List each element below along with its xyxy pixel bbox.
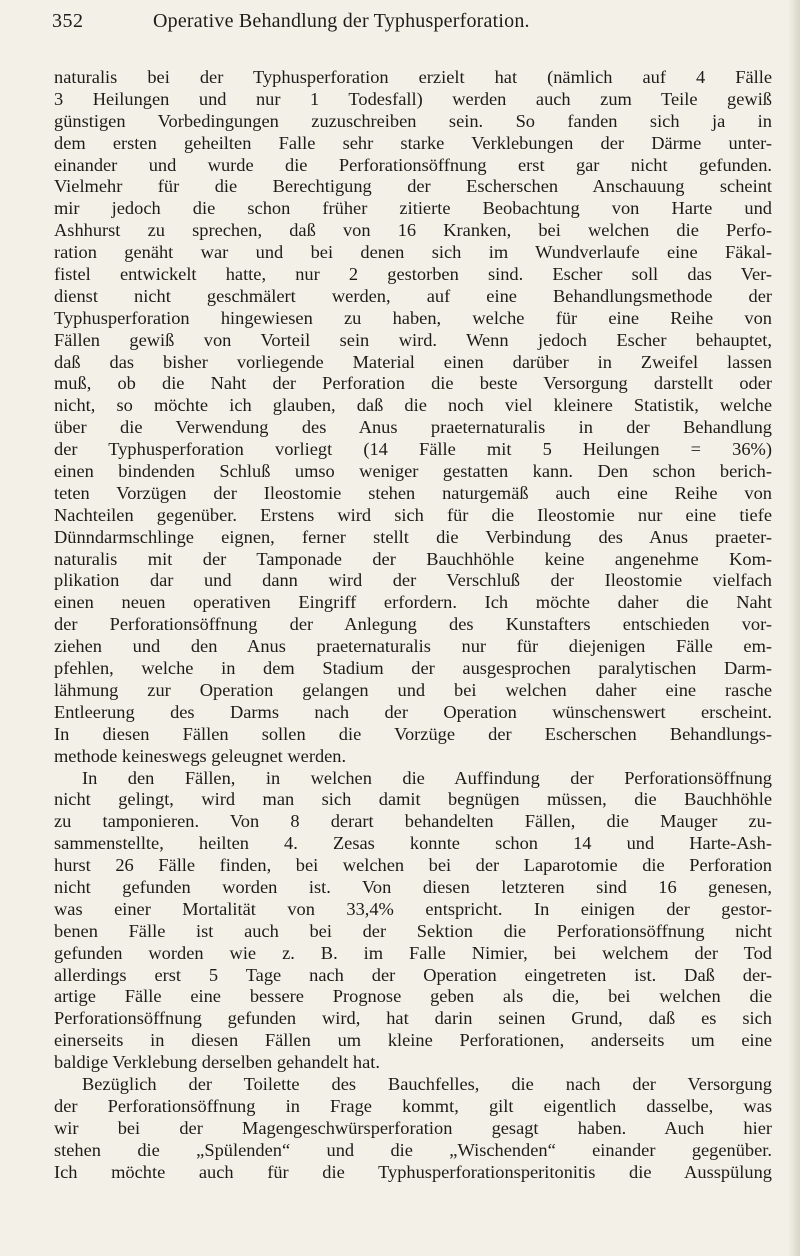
text-line: über die Verwendung des Anus praeternaturalis in der Behandlung xyxy=(54,417,772,438)
text-line: was einer Mortalität von 33,4% entspricht. In einigen der gestor- xyxy=(54,898,772,919)
text-line: nicht gelingt, wird man sich damit begnügen müssen, die Bauchhöhle xyxy=(54,789,772,810)
text-line: In diesen Fällen sollen die Vorzüge der Escherschen Behandlungs- xyxy=(54,723,772,744)
paragraph-end-line: methode keineswegs geleugnet werden. xyxy=(54,745,347,766)
text-line: allerdings erst 5 Tage nach der Operation eingetreten ist. Daß der- xyxy=(54,964,772,985)
text-line: fistel entwickelt hatte, nur 2 gestorben sind. Escher soll das Ver- xyxy=(54,264,772,285)
text-line: Typhusperforation hingewiesen zu haben, welche für eine Reihe von xyxy=(54,307,772,328)
text-line: 3 Heilungen und nur 1 Todesfall) werden auch zum Teile gewiß xyxy=(54,88,772,109)
text-line: einen bindenden Schluß umso weniger gestatten kann. Den schon berich- xyxy=(54,461,772,482)
text-line: Perforationsöffnung gefunden wird, hat darin seinen Grund, daß es sich xyxy=(54,1008,772,1029)
paragraph-start-line: Bezüglich der Toilette des Bauchfelles, die nach der Versorgung xyxy=(82,1073,772,1094)
text-line: naturalis mit der Tamponade der Bauchhöhle keine angenehme Kom- xyxy=(54,548,772,569)
text-line: wir bei der Magengeschwürsperforation gesagt haben. Auch hier xyxy=(54,1117,772,1138)
body-text xyxy=(54,67,772,1183)
text-line: günstigen Vorbedingungen zuzuschreiben sein. So fanden sich ja in xyxy=(54,110,772,131)
running-head xyxy=(52,4,752,38)
text-line: sammenstellte, heilten 4. Zesas konnte schon 14 und Harte-Ash- xyxy=(54,833,772,854)
text-line: stehen die „Spülenden“ und die „Wischenden“ einander gegenüber. xyxy=(54,1139,772,1160)
text-line: dienst nicht geschmälert werden, auf eine Behandlungsmethode der xyxy=(54,285,772,306)
text-line: Ich möchte auch für die Typhusperforationsperitonitis die Ausspülung xyxy=(54,1161,772,1182)
text-line: teten Vorzügen der Ileostomie stehen naturgemäß auch eine Reihe von xyxy=(54,482,772,503)
text-line: hurst 26 Fälle finden, bei welchen bei der Laparotomie die Perforation xyxy=(54,855,772,876)
text-line: ration genäht war und bei denen sich im Wundverlaufe eine Fäkal- xyxy=(54,242,772,263)
text-line: naturalis bei der Typhusperforation erzielt hat (nämlich auf 4 Fälle xyxy=(54,67,772,87)
text-line: nicht gefunden worden ist. Von diesen letzteren sind 16 genesen, xyxy=(54,876,772,897)
text-line: benen Fälle ist auch bei der Sektion die Perforationsöffnung nicht xyxy=(54,920,772,941)
text-line: Dünndarmschlinge eignen, ferner stellt die Verbindung des Anus praeter- xyxy=(54,526,772,547)
text-line: Nachteilen gegenüber. Erstens wird sich für die Ileostomie nur eine tiefe xyxy=(54,504,772,525)
text-line: der Typhusperforation vorliegt (14 Fälle mit 5 Heilungen = 36%) xyxy=(54,439,772,460)
page-edge-shadow xyxy=(788,0,800,1256)
text-line: daß das bisher vorliegende Material einen darüber in Zweifel lassen xyxy=(54,351,772,372)
text-line: Entleerung des Darms nach der Operation wünschenswert erscheint. xyxy=(54,701,772,722)
paragraph-start-line: In den Fällen, in welchen die Auffindung der Perforationsöffnung xyxy=(82,767,772,788)
text-line: muß, ob die Naht der Perforation die beste Versorgung darstellt oder xyxy=(54,373,772,394)
text-line: artige Fälle eine bessere Prognose geben als die, bei welchen die xyxy=(54,986,772,1007)
text-line: der Perforationsöffnung der Anlegung des Kunstafters entschieden vor- xyxy=(54,614,772,635)
running-title: Operative Behandlung der Typhusperforation. xyxy=(153,10,530,32)
text-line: zu tamponieren. Von 8 derart behandelten Fällen, die Mauger zu- xyxy=(54,811,772,832)
text-line: Fällen gewiß von Vorteil sein wird. Wenn jedoch Escher behauptet, xyxy=(54,329,772,350)
text-line: dem ersten geheilten Falle sehr starke Verklebungen der Därme unter- xyxy=(54,132,772,153)
text-line: einen neuen operativen Eingriff erfordern. Ich möchte daher die Naht xyxy=(54,592,772,613)
text-line: plikation dar und dann wird der Verschluß der Ileostomie vielfach xyxy=(54,570,772,591)
text-line: einerseits in diesen Fällen um kleine Perforationen, anderseits um eine xyxy=(54,1030,772,1051)
text-line: pfehlen, welche in dem Stadium der ausgesprochen paralytischen Darm- xyxy=(54,658,772,679)
text-line: Vielmehr für die Berechtigung der Escherschen Anschauung scheint xyxy=(54,176,772,197)
page-number: 352 xyxy=(52,10,84,32)
text-line: nicht, so möchte ich glauben, daß die noch viel kleinere Statistik, welche xyxy=(54,395,772,416)
text-line: einander und wurde die Perforationsöffnung erst gar nicht gefunden. xyxy=(54,154,772,175)
text-line: mir jedoch die schon früher zitierte Beobachtung von Harte und xyxy=(54,198,772,219)
text-line: lähmung zur Operation gelangen und bei welchen daher eine rasche xyxy=(54,679,772,700)
paragraph-end-line: baldige Verklebung derselben gehandelt hat. xyxy=(54,1052,380,1073)
text-line: Ashhurst zu sprechen, daß von 16 Kranken, bei welchen die Perfo- xyxy=(54,220,772,241)
text-line: gefunden worden wie z. B. im Falle Nimier, bei welchem der Tod xyxy=(54,942,772,963)
text-line: der Perforationsöffnung in Frage kommt, gilt eigentlich dasselbe, was xyxy=(54,1095,772,1116)
text-line: ziehen und den Anus praeternaturalis nur für diejenigen Fälle em- xyxy=(54,636,772,657)
